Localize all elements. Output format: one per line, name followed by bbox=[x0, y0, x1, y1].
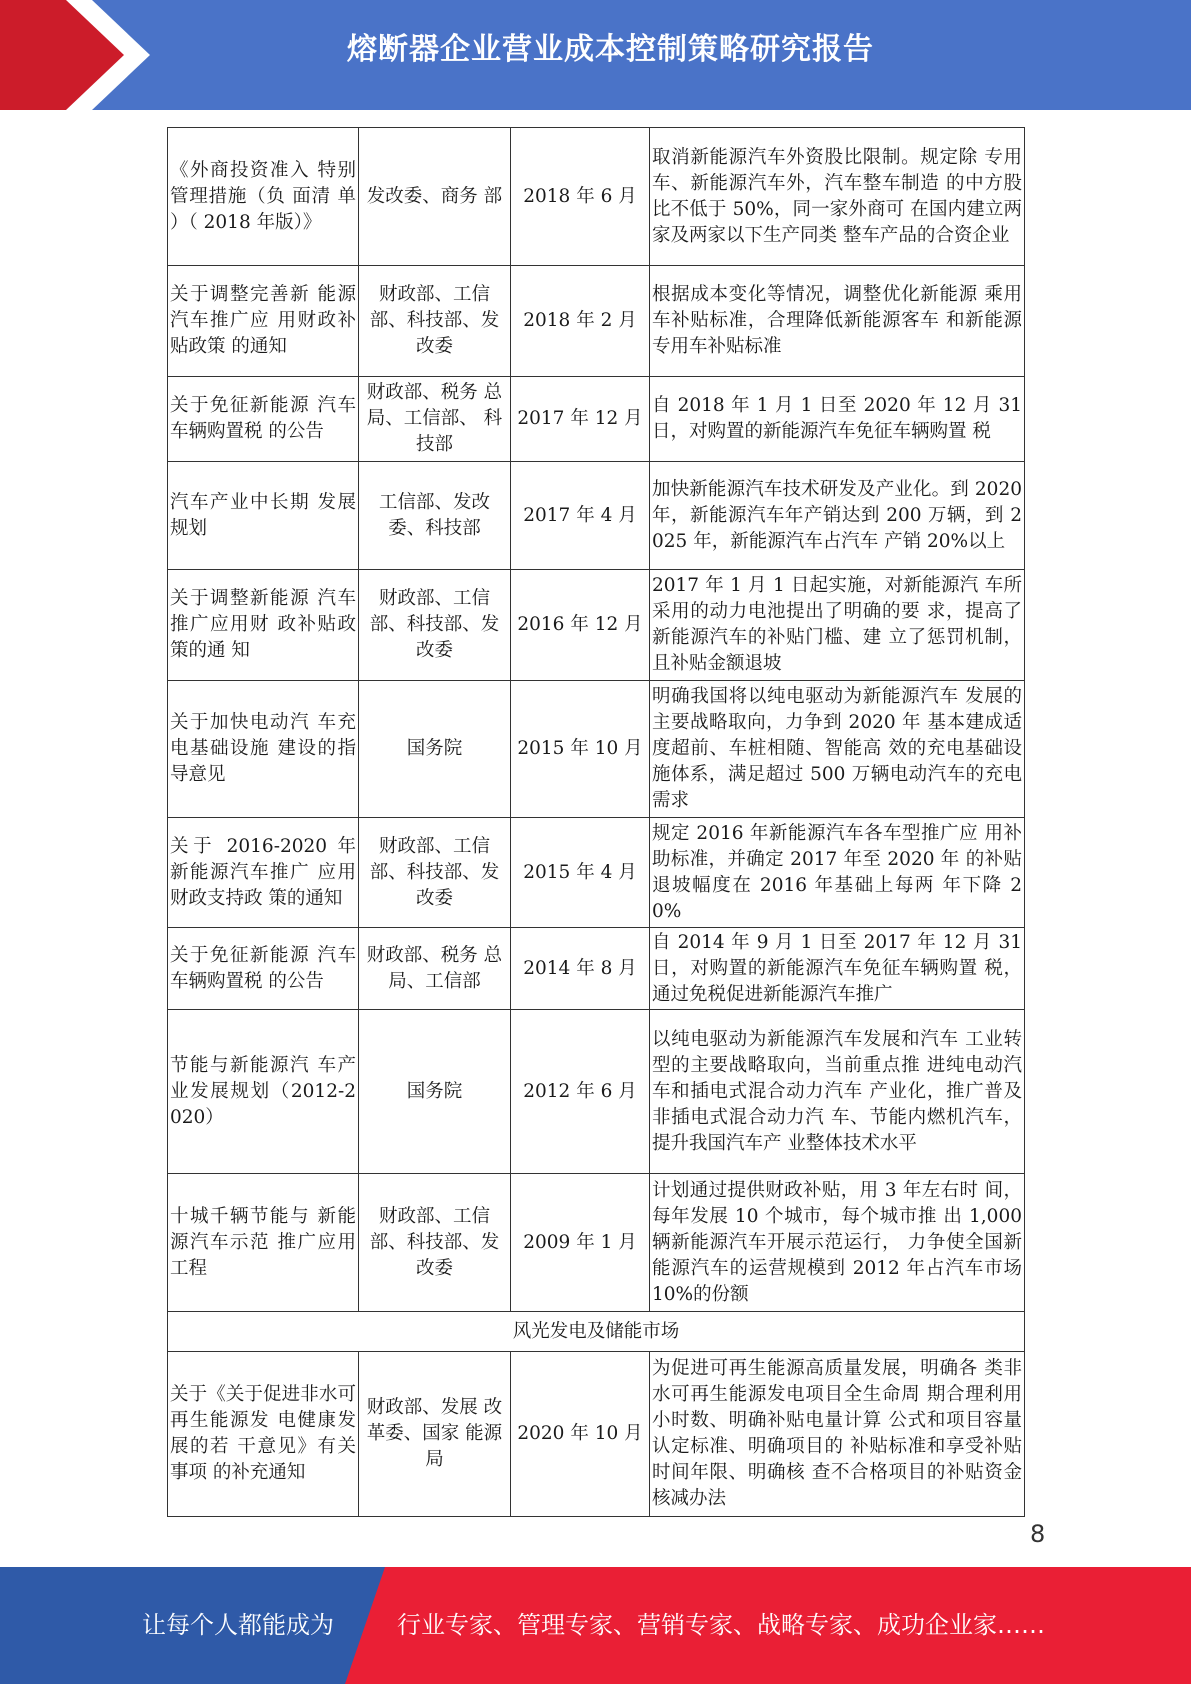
section-row bbox=[168, 1312, 1025, 1352]
policy-description: 明确我国将以纯电驱动为新能源汽车 发展的主要战略取向，力争到 2020 年 基本建成适度超前、车桩相随、智能高 效的充电基础设施体系，满足超过 500 万辆电动汽车的充电需求 bbox=[650, 681, 1025, 818]
policy-name: 汽车产业中长期 发展规划 bbox=[168, 462, 359, 570]
issuing-department: 财政部、发展 改革委、国家 能源局 bbox=[359, 1352, 511, 1517]
table-row bbox=[168, 1010, 1025, 1174]
page-number: 8 bbox=[1030, 1520, 1046, 1548]
policy-description: 自 2014 年 9 月 1 日至 2017 年 12 月 31 日，对购置的新能源汽车免征车辆购置 税，通过免税促进新能源汽车推广 bbox=[650, 928, 1025, 1010]
footer-slogan-right: 行业专家、管理专家、营销专家、战略专家、成功企业家…… bbox=[397, 1611, 1045, 1639]
section-heading: 风光发电及储能市场 bbox=[168, 1312, 1025, 1352]
footer-slogan-left: 让每个人都能成为 bbox=[142, 1611, 334, 1639]
policy-description: 2017 年 1 月 1 日起实施，对新能源汽 车所采用的动力电池提出了明确的要 求，提高了新能源汽车的补贴门槛、建 立了惩罚机制，且补贴金额退坡 bbox=[650, 570, 1025, 681]
issue-date: 2009 年 1 月 bbox=[511, 1174, 650, 1312]
issuing-department: 财政部、工信部、科技部、发改委 bbox=[359, 570, 511, 681]
policy-name: 关于加快电动汽 车充电基础设施 建设的指导意见 bbox=[168, 681, 359, 818]
policy-description: 规定 2016 年新能源汽车各车型推广应 用补助标准，并确定 2017 年至 2020 年 的补贴退坡幅度在 2016 年基础上每两 年下降 20% bbox=[650, 818, 1025, 928]
table-row bbox=[168, 462, 1025, 570]
issue-date: 2014 年 8 月 bbox=[511, 928, 650, 1010]
table-row bbox=[168, 1174, 1025, 1312]
issuing-department: 财政部、工信部、科技部、发改委 bbox=[359, 1174, 511, 1312]
page-header bbox=[0, 0, 1191, 110]
policy-description: 自 2018 年 1 月 1 日至 2020 年 12 月 31 日，对购置的新能源汽车免征车辆购置 税 bbox=[650, 377, 1025, 462]
table-row bbox=[168, 928, 1025, 1010]
policy-name: 关于调整新能源 汽车推广应用财 政补贴政策的通 知 bbox=[168, 570, 359, 681]
table-row bbox=[168, 266, 1025, 377]
issuing-department: 财政部、税务 总局、工信部 bbox=[359, 928, 511, 1010]
policy-name: 关于 2016-2020 年 新能源汽车推广 应用财政支持政 策的通知 bbox=[168, 818, 359, 928]
table-row bbox=[168, 681, 1025, 818]
policy-name: 关于免征新能源 汽车车辆购置税 的公告 bbox=[168, 377, 359, 462]
policy-name: 节能与新能源汽 车产业发展规划（2012-2020） bbox=[168, 1010, 359, 1174]
policy-description: 加快新能源汽车技术研发及产业化。到 2020 年，新能源汽车年产销达到 200 万辆，到 2025 年，新能源汽车占汽车 产销 20%以上 bbox=[650, 462, 1025, 570]
issuing-department: 财政部、税务 总局、工信部、 科技部 bbox=[359, 377, 511, 462]
issue-date: 2017 年 4 月 bbox=[511, 462, 650, 570]
issuing-department: 国务院 bbox=[359, 1010, 511, 1174]
issuing-department: 发改委、商务 部 bbox=[359, 128, 511, 266]
issue-date: 2012 年 6 月 bbox=[511, 1010, 650, 1174]
policy-description: 根据成本变化等情况，调整优化新能源 乘用车补贴标准，合理降低新能源客车 和新能源专用车补贴标准 bbox=[650, 266, 1025, 377]
table-row bbox=[168, 1352, 1025, 1517]
issuing-department: 财政部、工信部、科技部、发改委 bbox=[359, 266, 511, 377]
issuing-department: 财政部、工信部、科技部、发改委 bbox=[359, 818, 511, 928]
issuing-department: 国务院 bbox=[359, 681, 511, 818]
policy-name: 《外商投资准入 特别管理措施（负 面清 单 ）（ 2018 年版）》 bbox=[168, 128, 359, 266]
issue-date: 2020 年 10 月 bbox=[511, 1352, 650, 1517]
policy-name: 十城千辆节能与 新能源汽车示范 推广应用工程 bbox=[168, 1174, 359, 1312]
page-footer bbox=[0, 1567, 1191, 1684]
policy-description: 以纯电驱动为新能源汽车发展和汽车 工业转型的主要战略取向，当前重点推 进纯电动汽车和插电式混合动力汽车 产业化，推广普及非插电式混合动力汽 车、节能内燃机汽车，提升我国汽车产 业整体技术水平 bbox=[650, 1010, 1025, 1174]
issue-date: 2015 年 4 月 bbox=[511, 818, 650, 928]
issuing-department: 工信部、发改委、科技部 bbox=[359, 462, 511, 570]
issue-date: 2016 年 12 月 bbox=[511, 570, 650, 681]
table-row bbox=[168, 128, 1025, 266]
issue-date: 2018 年 2 月 bbox=[511, 266, 650, 377]
policy-description: 为促进可再生能源高质量发展，明确各 类非水可再生能源发电项目全生命周 期合理利用小时数、明确补贴电量计算 公式和项目容量认定标准、明确项目的 补贴标准和享受补贴时间年限、明确核 查不合格项目的补贴资金核减办法 bbox=[650, 1352, 1025, 1517]
policy-table bbox=[167, 127, 1025, 1517]
table-row bbox=[168, 377, 1025, 462]
policy-name: 关于免征新能源 汽车车辆购置税 的公告 bbox=[168, 928, 359, 1010]
policy-description: 取消新能源汽车外资股比限制。规定除 专用车、新能源汽车外，汽车整车制造 的中方股比不低于 50%，同一家外商可 在国内建立两家及两家以下生产同类 整车产品的合资企业 bbox=[650, 128, 1025, 266]
policy-name: 关于《关于促进非水可再生能源发 电健康发展的若 干意见》有关事项 的补充通知 bbox=[168, 1352, 359, 1517]
report-title: 熔断器企业营业成本控制策略研究报告 bbox=[347, 32, 874, 67]
policy-description: 计划通过提供财政补贴，用 3 年左右时 间，每年发展 10 个城市，每个城市推 出 1,000 辆新能源汽车开展示范运行， 力争使全国新能源汽车的运营规模到 2012 年占汽车市场 10%的份额 bbox=[650, 1174, 1025, 1312]
issue-date: 2017 年 12 月 bbox=[511, 377, 650, 462]
issue-date: 2015 年 10 月 bbox=[511, 681, 650, 818]
table-row bbox=[168, 570, 1025, 681]
issue-date: 2018 年 6 月 bbox=[511, 128, 650, 266]
table-row bbox=[168, 818, 1025, 928]
policy-name: 关于调整完善新 能源汽车推广应 用财政补贴政策 的通知 bbox=[168, 266, 359, 377]
